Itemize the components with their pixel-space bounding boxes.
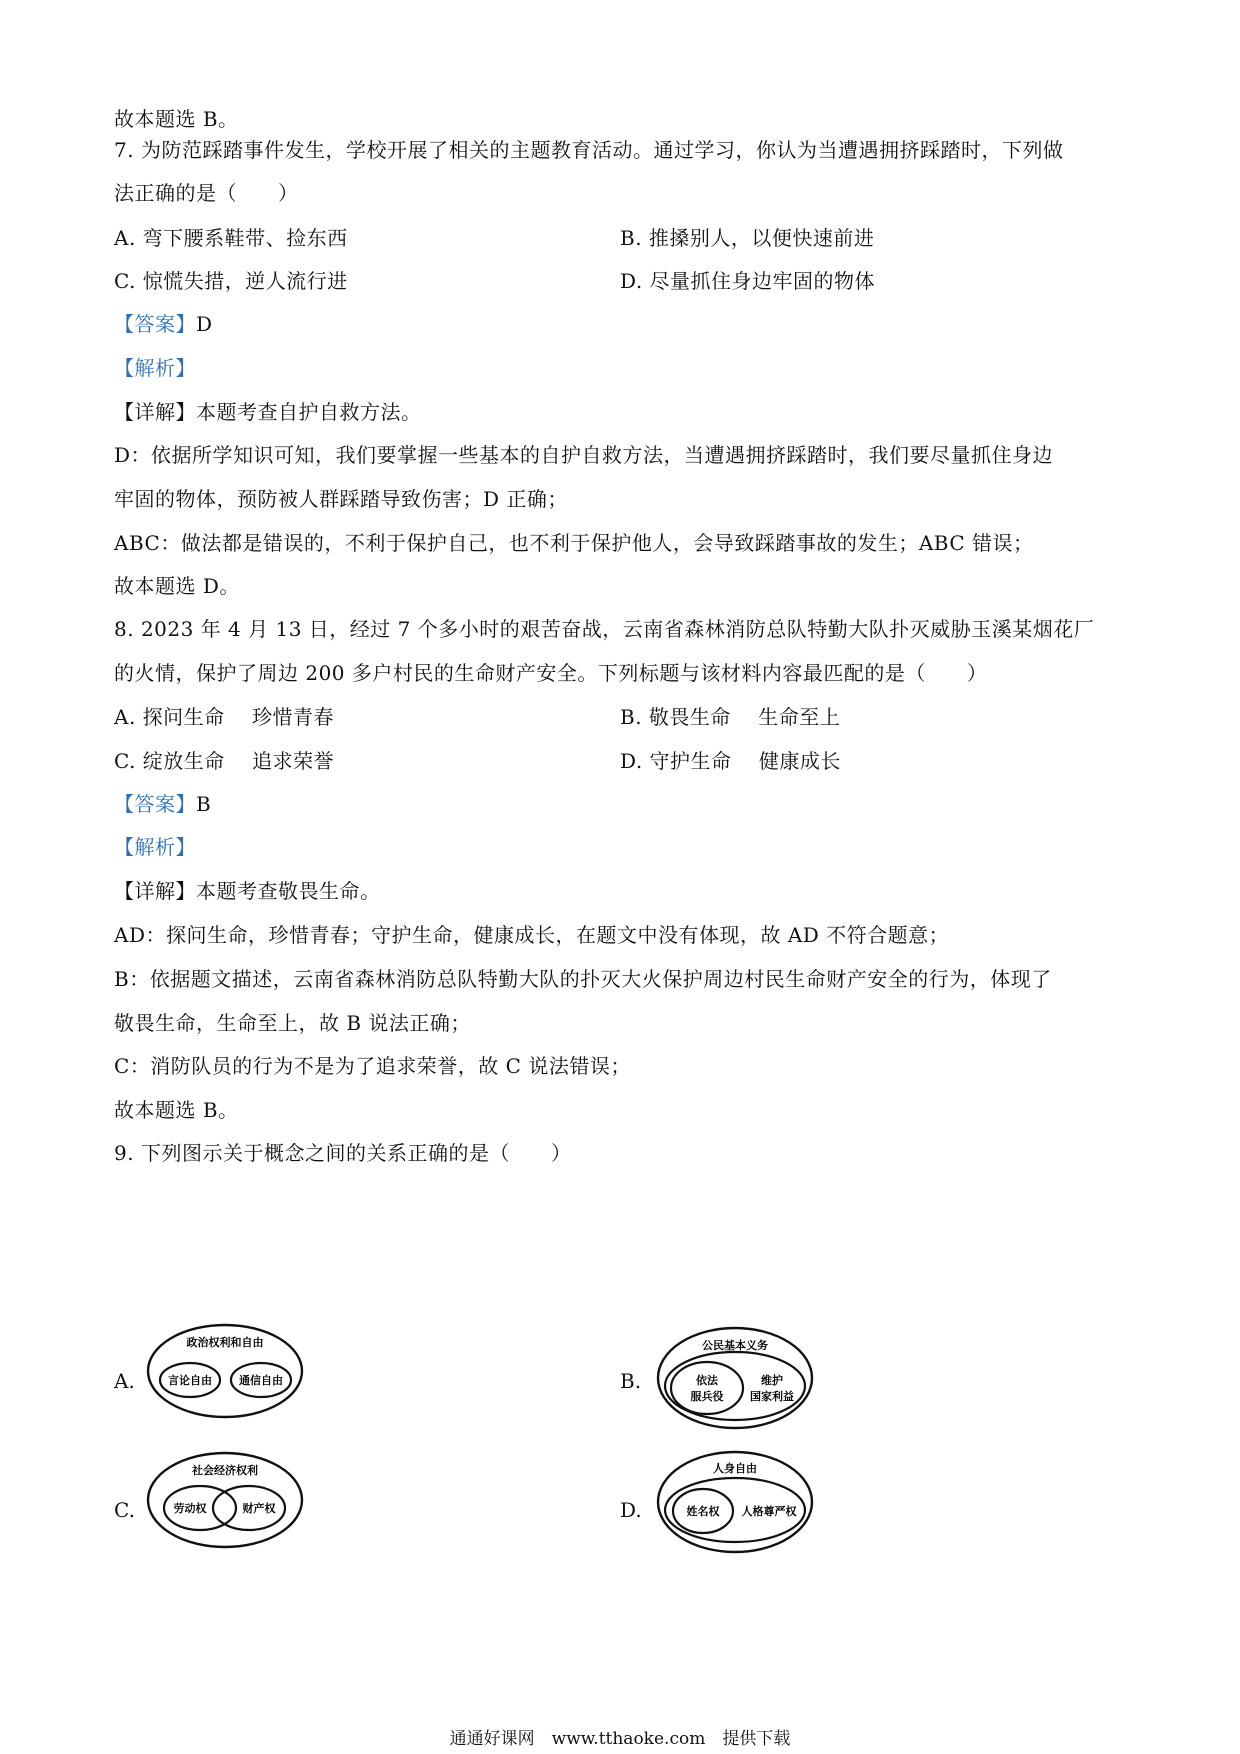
q8-option-a: A. 探问生命 珍惜青春: [114, 705, 335, 729]
answer-value: D: [196, 312, 213, 336]
q8-analysis-tag: 【解析】: [114, 835, 196, 859]
inner-label-line1: 依法: [696, 1374, 718, 1387]
q9-diagram-d: [655, 1448, 815, 1556]
q8-explanation-line1: AD：探问生命，珍惜青春；守护生命，健康成长，在题文中没有体现，故 AD 不符合题意；: [114, 923, 950, 947]
page-footer: 通通好课网 www.tthaoke.com 提供下载: [449, 1729, 791, 1749]
q7-option-d: D. 尽量抓住身边牢固的物体: [620, 269, 876, 293]
q7-explanation-line3: ABC：做法都是错误的，不利于保护自己，也不利于保护他人，会导致踩踏事故的发生；ABC 错误；: [114, 531, 1034, 555]
answer-value: B: [196, 792, 212, 816]
outer-label: 人身自由: [713, 1462, 757, 1475]
outer-label: 政治权利和自由: [186, 1336, 264, 1349]
left-label: 言论自由: [168, 1374, 212, 1387]
q9-stem: 9. 下列图示关于概念之间的关系正确的是（ ）: [114, 1141, 572, 1165]
q7-option-b: B. 推搡别人，以便快速前进: [620, 226, 875, 250]
q8-conclusion: 故本题选 B。: [114, 1098, 239, 1122]
q9-diagram-b: [655, 1324, 815, 1434]
q8-explanation-line4: C：消防队员的行为不是为了追求荣誉，故 C 说法错误；: [114, 1054, 631, 1078]
q8-stem-line2: 的火情，保护了周边 200 多户村民的生命财产安全。下列标题与该材料内容最匹配的是（ ）: [114, 661, 988, 685]
q7-conclusion: 故本题选 D。: [114, 574, 240, 598]
right-label: 财产权: [242, 1502, 276, 1515]
middle-label-line1: 维护: [761, 1374, 783, 1387]
right-label: 通信自由: [239, 1374, 283, 1387]
q9-option-c-label: C.: [114, 1498, 135, 1522]
answer-tag: 【答案】: [114, 312, 196, 336]
outer-label: 公民基本义务: [702, 1339, 768, 1352]
middle-label-line2: 国家利益: [750, 1390, 794, 1403]
q8-explanation-line3: 敬畏生命，生命至上，故 B 说法正确；: [114, 1011, 471, 1035]
answer-tag: 【答案】: [114, 792, 196, 816]
q9-option-a-label: A.: [114, 1369, 135, 1393]
q8-stem-line1: 8. 2023 年 4 月 13 日，经过 7 个多小时的艰苦奋战，云南省森林消防总队特勤大队扑灭威胁玉溪某烟花厂: [114, 617, 1095, 641]
q8-option-d: D. 守护生命 健康成长: [620, 749, 841, 773]
left-label: 劳动权: [173, 1502, 207, 1515]
q7-answer: [114, 311, 213, 337]
q7-option-a: A. 弯下腰系鞋带、捡东西: [114, 226, 348, 250]
inner-ellipse: [671, 1362, 743, 1414]
q7-stem-line1: 7. 为防范踩踏事件发生，学校开展了相关的主题教育活动。通过学习，你认为当遭遇拥挤踩踏时，下列做: [114, 138, 1064, 162]
q7-explanation-line2: 牢固的物体，预防被人群踩踏导致伤害；D 正确；: [114, 487, 568, 511]
q8-explanation-line2: B：依据题文描述，云南省森林消防总队特勤大队的扑灭大火保护周边村民生命财产安全的行为，体现了: [114, 967, 1052, 991]
middle-label: 人格尊严权: [741, 1505, 797, 1518]
q7-option-c: C. 惊慌失措，逆人流行进: [114, 269, 348, 293]
q7-analysis-tag: 【解析】: [114, 356, 196, 380]
q8-detail: 【详解】本题考查敬畏生命。: [114, 879, 381, 903]
q7-stem-line2: 法正确的是（ ）: [114, 181, 299, 205]
q7-explanation-line1: D：依据所学知识可知，我们要掌握一些基本的自护自救方法，当遭遇拥挤踩踏时，我们要尽量抓住身边: [114, 443, 1054, 467]
q7-detail: 【详解】本题考查自护自救方法。: [114, 400, 422, 424]
q9-option-d-label: D.: [620, 1498, 642, 1522]
q9-diagram-a: [145, 1322, 305, 1420]
q8-answer: [114, 791, 211, 817]
previous-question-conclusion: 故本题选 B。: [114, 107, 239, 131]
inner-label: 姓名权: [686, 1505, 720, 1518]
outer-label: 社会经济权利: [192, 1464, 258, 1477]
q9-option-b-label: B.: [620, 1369, 642, 1393]
q8-option-c: C. 绽放生命 追求荣誉: [114, 749, 335, 773]
q9-diagram-c: [145, 1450, 305, 1550]
q8-option-b: B. 敬畏生命 生命至上: [620, 705, 841, 729]
inner-label-line2: 服兵役: [690, 1390, 724, 1403]
